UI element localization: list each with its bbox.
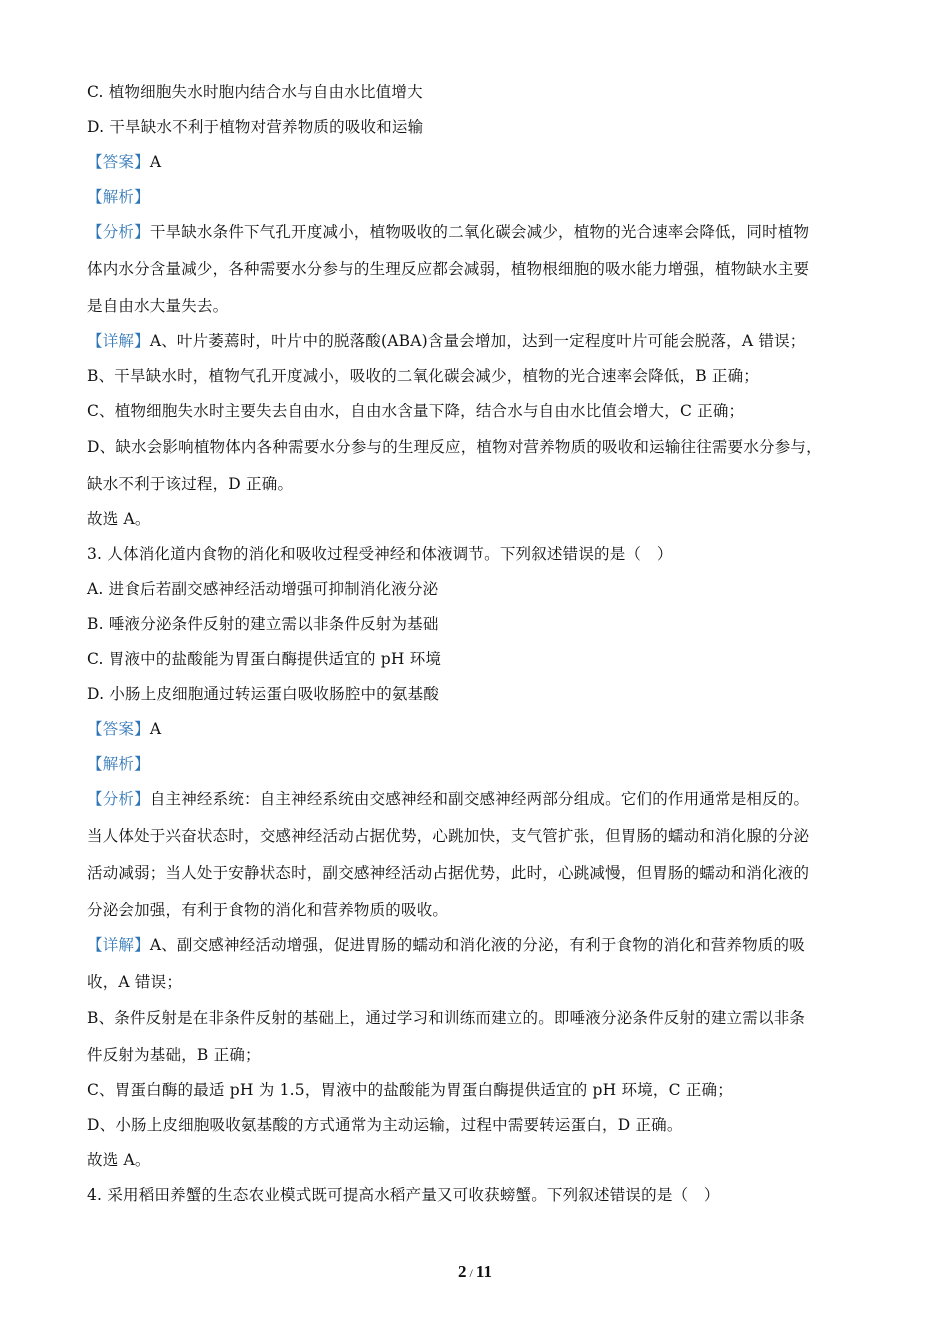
line-text: 分泌会加强，有利于食物的消化和营养物质的吸收。 [87, 901, 449, 919]
text-line [87, 366, 759, 386]
text-line [87, 437, 822, 457]
text-line [87, 259, 809, 279]
section-label: 【详解】 [87, 332, 150, 350]
line-text: C. 植物细胞失水时胞内结合水与自由水比值增大 [87, 83, 423, 101]
text-line [87, 152, 161, 172]
line-text: D. 小肠上皮细胞通过转运蛋白吸收肠腔中的氨基酸 [87, 685, 440, 703]
text-line [87, 789, 809, 809]
line-text: 干旱缺水条件下气孔开度减小，植物吸收的二氧化碳会减少，植物的光合速率会降低，同时植物 [149, 223, 810, 241]
text-line [87, 719, 161, 739]
line-text: 当人体处于兴奋状态时，交感神经活动占据优势，心跳加快，支气管扩张，但胃肠的蠕动和消化腺的分泌 [87, 827, 810, 845]
section-label: 【答案】 [87, 720, 150, 738]
text-line [87, 754, 150, 774]
line-text: C、植物细胞失水时主要失去自由水，自由水含量下降，结合水与自由水比值会增大，C 正确； [87, 402, 745, 420]
line-text: 件反射为基础，B 正确； [87, 1046, 261, 1064]
text-line [87, 1008, 805, 1028]
page-number [0, 1262, 950, 1282]
page-separator: / [469, 1266, 473, 1280]
text-line [87, 509, 151, 529]
text-line [87, 331, 806, 351]
line-text: 是自由水大量失去。 [87, 297, 229, 315]
line-text: A [149, 153, 162, 171]
section-label: 【答案】 [87, 153, 150, 171]
section-label: 【分析】 [87, 790, 150, 808]
section-label: 【分析】 [87, 223, 150, 241]
line-text: 收，A 错误； [87, 973, 183, 991]
line-text: A. 进食后若副交感神经活动增强可抑制消化液分泌 [87, 580, 439, 598]
line-text: B. 唾液分泌条件反射的建立需以非条件反射为基础 [87, 615, 439, 633]
text-line [87, 222, 809, 242]
line-text: A [149, 720, 162, 738]
line-text: D. 干旱缺水不利于植物对营养物质的吸收和运输 [87, 118, 424, 136]
line-text: 自主神经系统：自主神经系统由交感神经和副交感神经两部分组成。它们的作用通常是相反的。 [149, 790, 810, 808]
text-line [87, 972, 182, 992]
line-text: 缺水不利于该过程，D 正确。 [87, 475, 294, 493]
line-text: 故选 A。 [87, 510, 151, 528]
line-text: D、小肠上皮细胞吸收氨基酸的方式通常为主动运输，过程中需要转运蛋白，D 正确。 [87, 1116, 683, 1134]
text-line [87, 826, 809, 846]
text-line [87, 900, 448, 920]
text-line [87, 401, 744, 421]
text-line [87, 82, 423, 102]
text-line [87, 544, 673, 564]
line-text: C. 胃液中的盐酸能为胃蛋白酶提供适宜的 pH 环境 [87, 650, 442, 668]
line-text: 体内水分含量减少，各种需要水分参与的生理反应都会减弱，植物根细胞的吸水能力增强，植物缺水主要 [87, 260, 810, 278]
line-text: 故选 A。 [87, 1151, 151, 1169]
line-text: B、条件反射是在非条件反射的基础上，通过学习和训练而建立的。即唾液分泌条件反射的建立需以非条 [87, 1009, 806, 1027]
total-pages: 11 [475, 1262, 492, 1281]
text-line [87, 579, 438, 599]
line-text: 4. 采用稻田养蟹的生态农业模式既可提高水稻产量又可收获螃蟹。下列叙述错误的是（ ） [87, 1186, 720, 1204]
text-line [87, 614, 439, 634]
text-line [87, 1150, 151, 1170]
text-line [87, 187, 150, 207]
line-text: 3. 人体消化道内食物的消化和吸收过程受神经和体液调节。下列叙述错误的是（ ） [87, 545, 673, 563]
text-line [87, 1115, 683, 1135]
text-line [87, 935, 805, 955]
line-text: A、副交感神经活动增强，促进胃肠的蠕动和消化液的分泌，有利于食物的消化和营养物质的吸 [149, 936, 805, 954]
text-line [87, 474, 293, 494]
line-text: A、叶片萎蔫时，叶片中的脱落酸(ABA)含量会增加，达到一定程度叶片可能会脱落，A 错误； [149, 332, 806, 350]
section-label: 【解析】 [87, 755, 150, 773]
text-line [87, 863, 809, 883]
line-text: C、胃蛋白酶的最适 pH 为 1.5，胃液中的盐酸能为胃蛋白酶提供适宜的 pH 环境，C 正确； [87, 1081, 733, 1099]
line-text: 活动减弱；当人处于安静状态时，副交感神经活动占据优势，此时，心跳减慢，但胃肠的蠕动和消化液的 [87, 864, 810, 882]
text-line [87, 296, 228, 316]
text-line [87, 1185, 720, 1205]
section-label: 【解析】 [87, 188, 150, 206]
line-text: D、缺水会影响植物体内各种需要水分参与的生理反应，植物对营养物质的吸收和运输往往需要水分参与， [87, 438, 822, 456]
text-line [87, 1045, 261, 1065]
text-line [87, 117, 423, 137]
text-line [87, 649, 441, 669]
text-line [87, 1080, 733, 1100]
section-label: 【详解】 [87, 936, 150, 954]
text-line [87, 684, 439, 704]
current-page: 2 [458, 1262, 467, 1281]
line-text: B、干旱缺水时，植物气孔开度减小，吸收的二氧化碳会减少，植物的光合速率会降低，B 正确； [87, 367, 760, 385]
